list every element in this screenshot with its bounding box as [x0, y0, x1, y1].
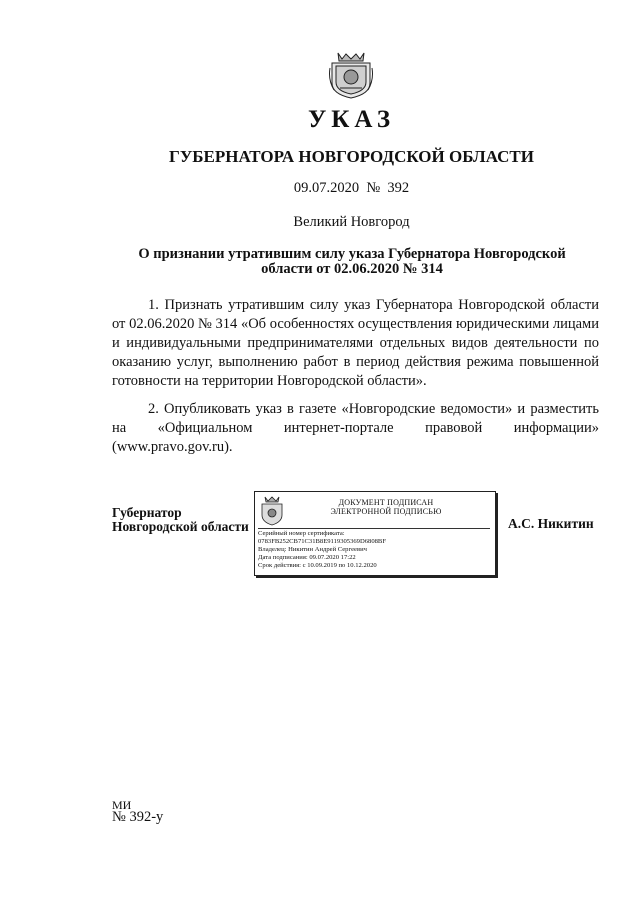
signer-name: А.С. Никитин: [508, 516, 594, 531]
stamp-title-line-2: ЭЛЕКТРОННОЙ ПОДПИСЬЮ: [330, 507, 442, 516]
stamp-emblem-icon: [259, 495, 285, 527]
document-subtitle: ГУБЕРНАТОРА НОВГОРОДСКОЙ ОБЛАСТИ: [169, 147, 534, 166]
stamp-owner: Владелец: Никитин Андрей Сергеевич: [258, 546, 367, 553]
executor-initials: МИ: [112, 798, 132, 812]
signer-position-line-2: Новгородской области: [112, 519, 249, 534]
signer-position: [112, 506, 249, 534]
registration-number: № 392-у: [112, 809, 164, 825]
stamp-validity: Срок действия: с 10.09.2019 по 10.12.2020: [258, 562, 377, 569]
document-number: 392: [387, 180, 410, 196]
stamp-serial-number: 0783FB252CB71C31B8E9119305369D6808BF: [258, 538, 386, 545]
coat-of-arms-emblem: [328, 50, 374, 100]
paragraph-2: 2. Опубликовать указ в газете «Новгородские ведомости» и разместить на «Официальном интернет-портале правовой информации» (www.pravo.gov.ru).: [112, 401, 599, 455]
date-number-line: [0, 180, 640, 197]
city-name: Великий Новгород: [293, 214, 410, 230]
stamp-divider: [258, 528, 490, 529]
number-sign: №: [366, 180, 381, 196]
heading-line-1: О признании утратившим силу указа Губернатора Новгородской: [138, 246, 566, 262]
electronic-signature-stamp: [254, 491, 496, 576]
paragraph-1: 1. Признать утратившим силу указ Губернатора Новгородской области от 02.06.2020 № 314 «Об особенностях осуществления юридическими лицами и индивидуальными предпринимателями отдельных видов деятельности по оказанию услуг, выполнению работ в период действия режима повышенной готовности на территории Новгородской области».: [112, 297, 599, 389]
document-heading: [136, 247, 568, 277]
heading-line-2: области от 02.06.2020 № 314: [261, 261, 443, 277]
signer-position-line-1: Губернатор: [112, 505, 182, 520]
stamp-title-line-1: ДОКУМЕНТ ПОДПИСАН: [338, 498, 434, 507]
document-date: 09.07.2020: [293, 180, 360, 196]
stamp-signed-date: Дата подписания: 09.07.2020 17:22: [258, 554, 356, 561]
document-title: УКАЗ: [307, 106, 396, 133]
stamp-serial-label: Серийный номер сертификата:: [258, 530, 345, 537]
stamp-title: [287, 498, 485, 516]
